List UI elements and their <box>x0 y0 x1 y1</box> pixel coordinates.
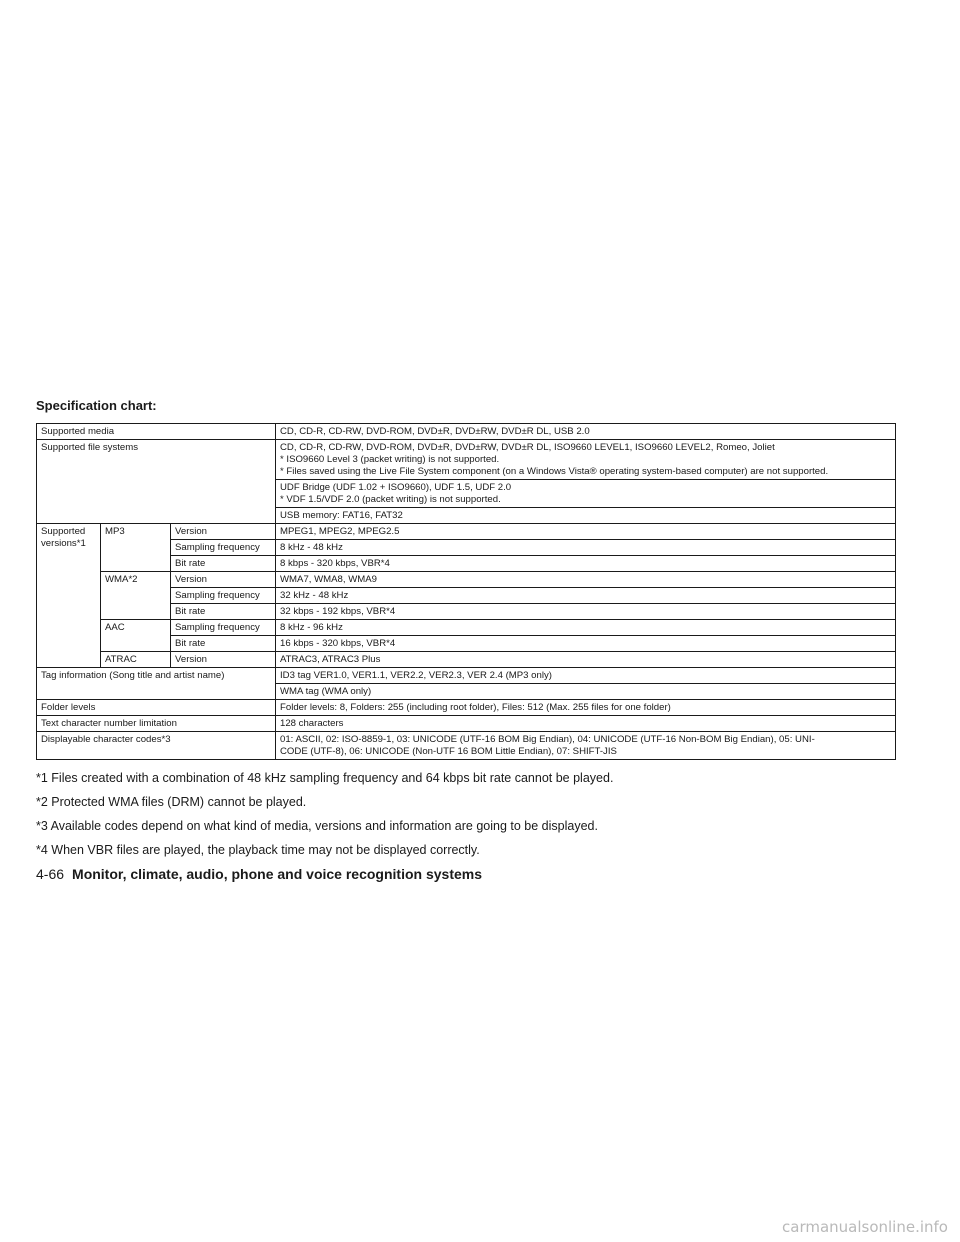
attr-value: 8 kbps - 320 kbps, VBR*4 <box>276 556 896 572</box>
footnote: *1 Files created with a combination of 48 kHz sampling frequency and 64 kbps bit rate cannot be played. <box>36 771 614 785</box>
footnotes <box>36 770 896 859</box>
table-row <box>37 572 896 588</box>
file-systems-udf-line: * VDF 1.5/VDF 2.0 (packet writing) is not supported. <box>280 493 501 505</box>
attr-value: MPEG1, MPEG2, MPEG2.5 <box>276 524 896 540</box>
char-codes-label: Displayable character codes*3 <box>37 732 276 760</box>
tag-info-label: Tag information (Song title and artist name) <box>37 668 276 700</box>
attr-value: 8 kHz - 48 kHz <box>276 540 896 556</box>
footnote: *4 When VBR files are played, the playback time may not be displayed correctly. <box>36 843 480 857</box>
page-footer <box>36 866 896 882</box>
text-limit-value: 128 characters <box>276 716 896 732</box>
format-aac: AAC <box>101 620 171 652</box>
table-row <box>37 668 896 684</box>
table-row <box>37 424 896 440</box>
file-systems-udf <box>276 480 896 508</box>
section-title: Specification chart: <box>36 398 157 413</box>
attr-label: Bit rate <box>171 636 276 652</box>
supported-media-value: CD, CD-R, CD-RW, DVD-ROM, DVD±R, DVD±RW, DVD±R DL, USB 2.0 <box>276 424 896 440</box>
char-codes-value <box>276 732 896 760</box>
tag-info-wma: WMA tag (WMA only) <box>276 684 896 700</box>
file-systems-udf-line: UDF Bridge (UDF 1.02 + ISO9660), UDF 1.5, UDF 2.0 <box>280 481 512 493</box>
file-systems-label: Supported file systems <box>37 440 276 524</box>
attr-label: Bit rate <box>171 556 276 572</box>
table-row <box>37 732 896 760</box>
file-systems-cd <box>276 440 896 480</box>
table-row <box>37 524 896 540</box>
footnote: *3 Available codes depend on what kind of media, versions and information are going to be displayed. <box>36 819 598 833</box>
specification-table <box>36 423 896 760</box>
table-row <box>37 620 896 636</box>
versions-label-line: Supported <box>41 525 86 537</box>
attr-value: 32 kbps - 192 kbps, VBR*4 <box>276 604 896 620</box>
attr-value: 16 kbps - 320 kbps, VBR*4 <box>276 636 896 652</box>
format-wma: WMA*2 <box>101 572 171 620</box>
manual-page <box>36 398 896 882</box>
supported-media-label: Supported media <box>37 424 276 440</box>
table-row <box>37 700 896 716</box>
attr-value: ATRAC3, ATRAC3 Plus <box>276 652 896 668</box>
attr-label: Bit rate <box>171 604 276 620</box>
attr-value: WMA7, WMA8, WMA9 <box>276 572 896 588</box>
page-number: 4-66 <box>36 866 65 882</box>
versions-label <box>37 524 101 668</box>
attr-label: Version <box>171 524 276 540</box>
attr-label: Sampling frequency <box>171 588 276 604</box>
file-systems-usb: USB memory: FAT16, FAT32 <box>276 508 896 524</box>
folder-levels-label: Folder levels <box>37 700 276 716</box>
table-row <box>37 716 896 732</box>
attr-label: Version <box>171 572 276 588</box>
table-row <box>37 440 896 480</box>
format-atrac: ATRAC <box>101 652 171 668</box>
char-codes-line: CODE (UTF-8), 06: UNICODE (Non-UTF 16 BOM Little Endian), 07: SHIFT-JIS <box>280 745 617 757</box>
file-systems-cd-line: CD, CD-R, CD-RW, DVD-ROM, DVD±R, DVD±RW, DVD±R DL, ISO9660 LEVEL1, ISO9660 LEVEL2, Romeo, Joliet <box>280 441 775 453</box>
tag-info-id3: ID3 tag VER1.0, VER1.1, VER2.2, VER2.3, VER 2.4 (MP3 only) <box>276 668 896 684</box>
attr-label: Sampling frequency <box>171 620 276 636</box>
text-limit-label: Text character number limitation <box>37 716 276 732</box>
table-row <box>37 652 896 668</box>
file-systems-cd-line: * ISO9660 Level 3 (packet writing) is not supported. <box>280 453 500 465</box>
folder-levels-value: Folder levels: 8, Folders: 255 (including root folder), Files: 512 (Max. 255 files for one folder) <box>276 700 896 716</box>
format-mp3: MP3 <box>101 524 171 572</box>
attr-label: Version <box>171 652 276 668</box>
watermark: carmanualsonline.info <box>782 1218 948 1236</box>
attr-label: Sampling frequency <box>171 540 276 556</box>
chapter-title: Monitor, climate, audio, phone and voice recognition systems <box>72 866 482 882</box>
attr-value: 8 kHz - 96 kHz <box>276 620 896 636</box>
char-codes-line: 01: ASCII, 02: ISO-8859-1, 03: UNICODE (UTF-16 BOM Big Endian), 04: UNICODE (UTF-16 Non-BOM Big Endian), 05: UNI- <box>280 733 815 745</box>
footnote: *2 Protected WMA files (DRM) cannot be played. <box>36 795 307 809</box>
versions-label-line: versions*1 <box>41 537 86 549</box>
attr-value: 32 kHz - 48 kHz <box>276 588 896 604</box>
file-systems-cd-line: * Files saved using the Live File System component (on a Windows Vista® operating system-based computer) are not supported. <box>280 465 829 477</box>
